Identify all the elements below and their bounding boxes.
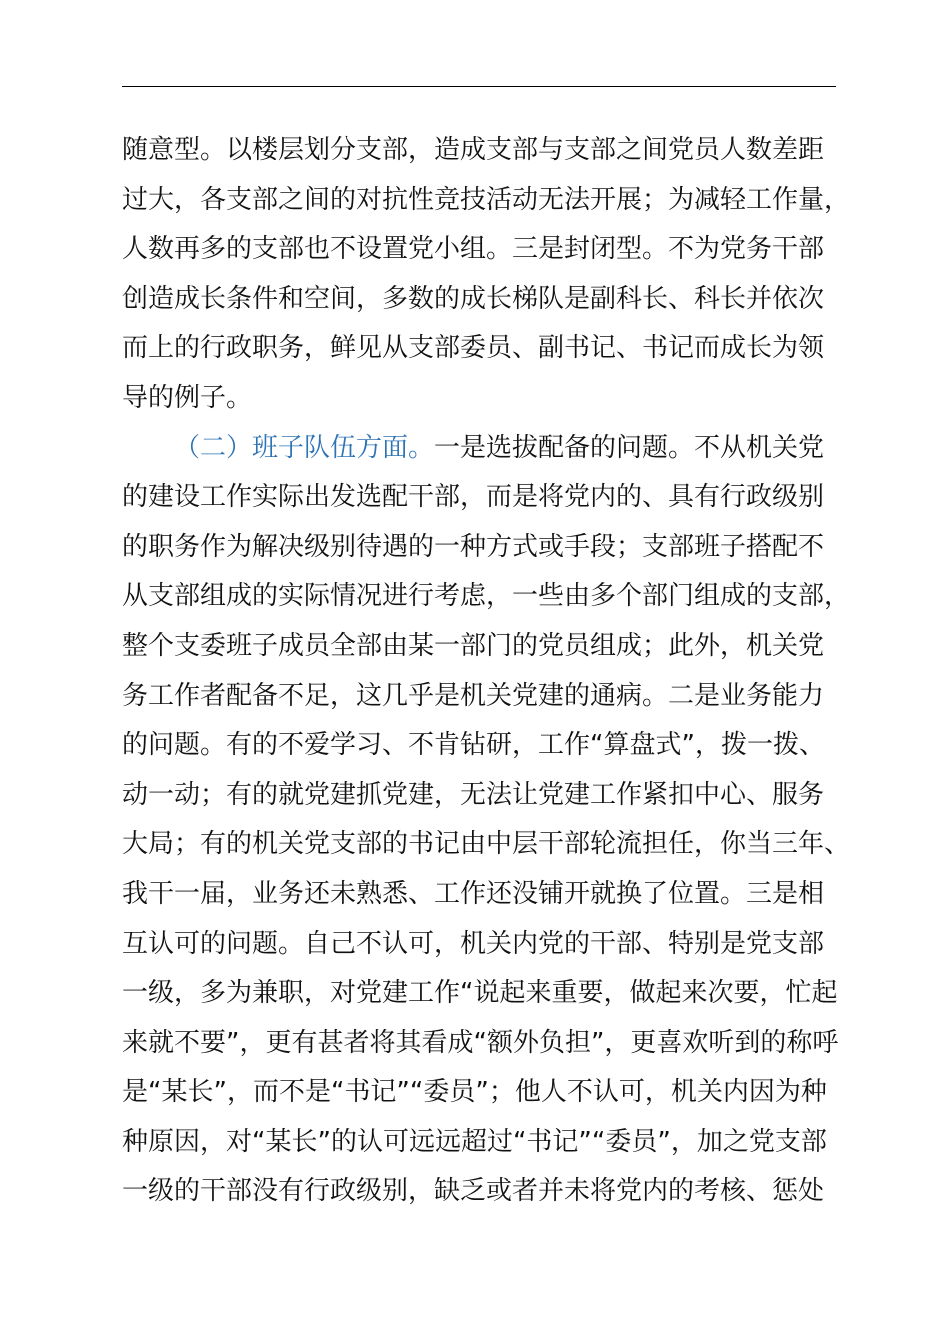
text-line: 过大，各支部之间的对抗性竞技活动无法开展；为减轻工作量， (122, 184, 851, 215)
text-line: 来就不要”，更有甚者将其看成“额外负担”，更喜欢听到的称呼 (122, 1027, 839, 1058)
text-line: 互认可的问题。自己不认可，机关内党的干部、特别是党支部 (122, 928, 825, 959)
text-line: 我干一届，业务还未熟悉、工作还没铺开就换了位置。三是相 (122, 878, 825, 909)
text-line: 创造成长条件和空间，多数的成长梯队是副科长、科长并依次 (122, 283, 825, 314)
text-line: 种原因，对“某长”的认可远远超过“书记”“委员”，加之党支部 (122, 1126, 827, 1157)
text-line: 是“某长”，而不是“书记”“委员”；他人不认可，机关内因为种 (122, 1077, 827, 1108)
text-line: 的职务作为解决级别待遇的一种方式或手段；支部班子搭配不 (122, 531, 825, 562)
text-line: 的问题。有的不爱学习、不肯钻研，工作“算盘式”，拨一拨、 (122, 730, 825, 761)
text-line: 而上的行政职务，鲜见从支部委员、副书记、书记而成长为领 (122, 333, 825, 364)
text-line: 大局；有的机关党支部的书记由中层干部轮流担任，你当三年、 (122, 829, 851, 860)
body-text (122, 126, 862, 1217)
paragraph-first-line (122, 424, 862, 474)
text-line: 人数再多的支部也不设置党小组。三是封闭型。不为党务干部 (122, 234, 825, 265)
text-line: 导的例子。 (122, 382, 253, 413)
text-line: 的建设工作实际出发选配干部，而是将党内的、具有行政级别 (122, 482, 825, 513)
text-line: 随意型。以楼层划分支部，造成支部与支部之间党员人数差距 (122, 135, 825, 165)
text-line: 动一动；有的就党建抓党建，无法让党建工作紧扣中心、服务 (122, 779, 825, 810)
section-heading: （二）班子队伍方面。 (174, 432, 435, 463)
text-line: 从支部组成的实际情况进行考虑，一些由多个部门组成的支部， (122, 581, 851, 612)
text-line: 整个支委班子成员全部由某一部门的党员组成；此外，机关党 (122, 630, 825, 661)
text-line: 务工作者配备不足，这几乎是机关党建的通病。二是业务能力 (122, 680, 825, 711)
header-rule (122, 86, 836, 87)
text-line-rest: 一是选拔配备的问题。不从机关党 (434, 432, 825, 463)
text-line: 一级的干部没有行政级别，缺乏或者并未将党内的考核、惩处 (122, 1176, 825, 1207)
text-line: 一级，多为兼职，对党建工作“说起来重要，做起来次要，忙起 (122, 978, 838, 1009)
